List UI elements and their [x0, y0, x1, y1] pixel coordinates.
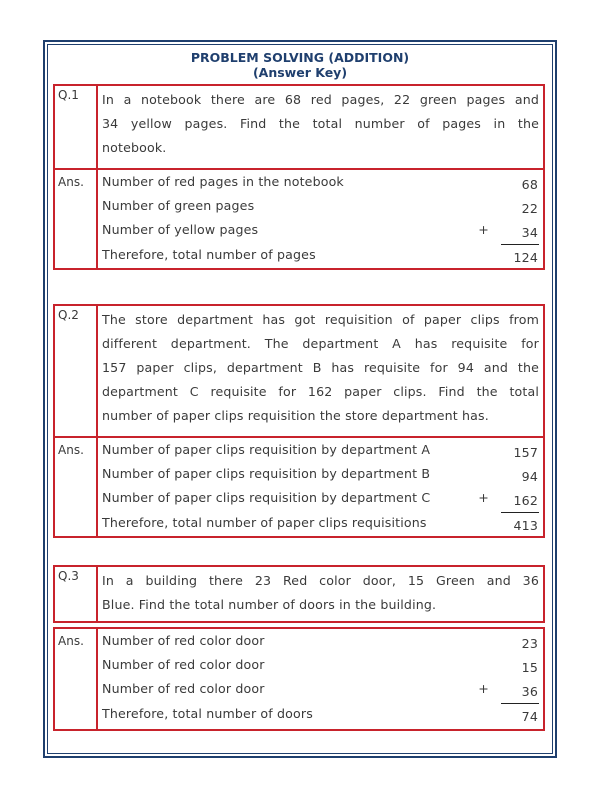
answer-value: 23 [521, 636, 538, 651]
answer-text: Number of red color door [102, 657, 265, 672]
total-text: Therefore, total number of paper clips requisitions [102, 515, 427, 530]
answer-line [98, 462, 543, 486]
question-row [53, 84, 545, 170]
answer-text: Number of green pages [102, 198, 255, 213]
question-label: Q.1 [55, 86, 98, 168]
answer-body [98, 170, 543, 268]
question-text [98, 306, 543, 436]
question-line: 157 paper clips, department B has requisite for 94 and the [102, 360, 539, 375]
question-block-3 [53, 565, 545, 731]
answer-row [53, 170, 545, 270]
answer-line [98, 677, 543, 701]
answer-text: Number of paper clips requisition by department B [102, 466, 431, 481]
answer-line [98, 653, 543, 677]
answer-body [98, 629, 543, 729]
plus-sign: + [478, 222, 489, 237]
question-line: notebook. [102, 140, 167, 155]
answer-label: Ans. [55, 629, 98, 729]
answer-text: Number of paper clips requisition by department A [102, 442, 431, 457]
plus-sign: + [478, 681, 489, 696]
answer-value: 36 [521, 684, 538, 699]
total-line [98, 701, 543, 727]
total-text: Therefore, total number of pages [102, 247, 316, 262]
page-heading [47, 50, 553, 80]
total-text: Therefore, total number of doors [102, 706, 313, 721]
total-value: 413 [513, 518, 538, 533]
page-title: PROBLEM SOLVING (ADDITION) [190, 50, 410, 65]
question-row [53, 304, 545, 438]
answer-text: Number of paper clips requisition by department C [102, 490, 431, 505]
plus-sign: + [478, 490, 489, 505]
answer-value: 94 [521, 469, 538, 484]
question-text [98, 567, 543, 621]
answer-body [98, 438, 543, 536]
question-line: 34 yellow pages. Find the total number of pages in the [102, 116, 539, 131]
answer-text: Number of red pages in the notebook [102, 174, 344, 189]
page-subtitle: (Answer Key) [252, 65, 348, 80]
total-line [98, 510, 543, 536]
answer-value: 15 [521, 660, 538, 675]
question-block-1 [53, 84, 545, 270]
question-line: department C requisite for 162 paper clips. Find the total [102, 384, 539, 399]
question-line: different department. The department A has requisite for [102, 336, 539, 351]
answer-text: Number of red color door [102, 633, 265, 648]
answer-text: Number of red color door [102, 681, 265, 696]
answer-label: Ans. [55, 438, 98, 536]
answer-line [98, 438, 543, 462]
question-block-2 [53, 304, 545, 538]
total-value: 124 [513, 250, 538, 265]
answer-line [98, 486, 543, 510]
answer-line [98, 194, 543, 218]
total-line [98, 242, 543, 268]
answer-line [98, 629, 543, 653]
answer-value: 162 [513, 493, 538, 508]
question-line: number of paper clips requisition the store department has. [102, 408, 489, 423]
answer-text: Number of yellow pages [102, 222, 259, 237]
answer-line [98, 170, 543, 194]
question-row [53, 565, 545, 623]
total-value: 74 [521, 709, 538, 724]
question-text [98, 86, 543, 168]
answer-value: 68 [521, 177, 538, 192]
answer-row [53, 627, 545, 731]
answer-value: 22 [521, 201, 538, 216]
question-label: Q.3 [55, 567, 98, 621]
question-line: Blue. Find the total number of doors in the building. [102, 597, 437, 612]
question-line: In a building there 23 Red color door, 15 Green and 36 [102, 573, 539, 588]
question-label: Q.2 [55, 306, 98, 436]
answer-value: 34 [521, 225, 538, 240]
answer-row [53, 438, 545, 538]
answer-value: 157 [513, 445, 538, 460]
question-line: In a notebook there are 68 red pages, 22 green pages and [102, 92, 539, 107]
question-line: The store department has got requisition of paper clips from [102, 312, 539, 327]
answer-line [98, 218, 543, 242]
answer-label: Ans. [55, 170, 98, 268]
